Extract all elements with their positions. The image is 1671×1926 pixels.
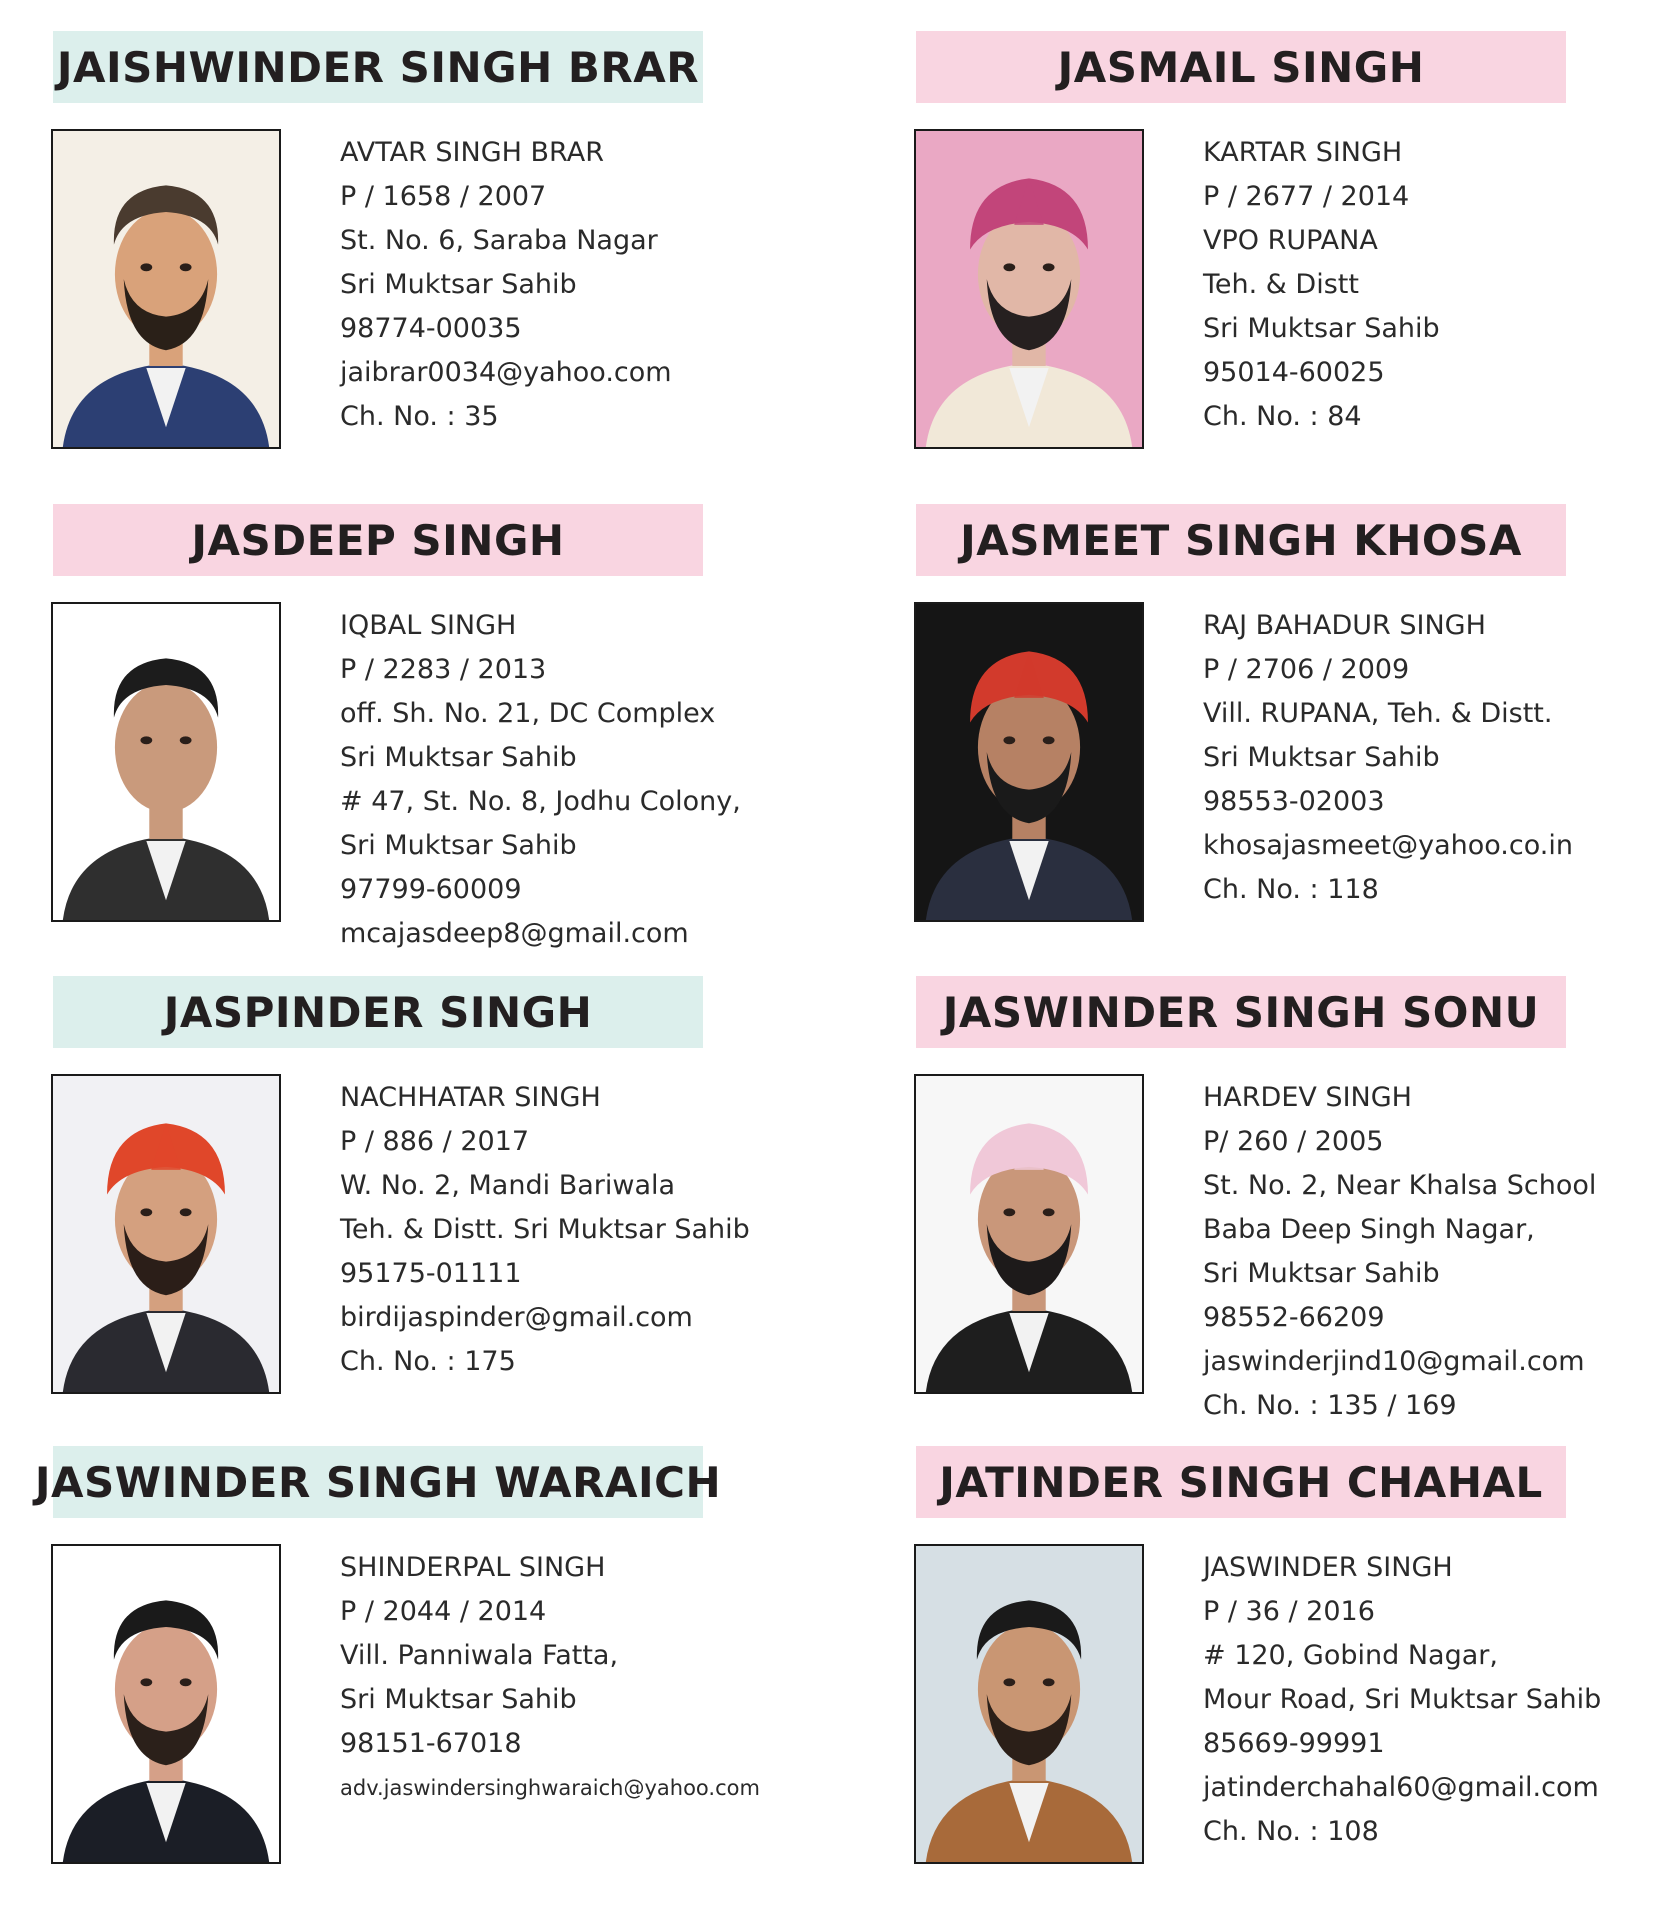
address-line: W. No. 2, Mandi Bariwala [340, 1170, 676, 1201]
phone-number: 98553-02003 [1203, 786, 1385, 817]
address-line: Sri Muktsar Sahib [340, 1684, 577, 1715]
address-line: Sri Muktsar Sahib [340, 269, 577, 300]
member-name: JASDEEP SINGH [53, 504, 703, 576]
address-line: # 47, St. No. 8, Jodhu Colony, [340, 786, 741, 817]
enrolment-number: P / 2044 / 2014 [340, 1596, 547, 1627]
member-card [53, 31, 863, 511]
email-address: birdijaspinder@gmail.com [340, 1302, 693, 1333]
address-line: VPO RUPANA [1203, 225, 1378, 256]
member-photo [51, 1544, 281, 1864]
phone-number: 98774-00035 [340, 313, 522, 344]
chamber-number: Ch. No. : 175 [340, 1346, 516, 1377]
email-address: khosajasmeet@yahoo.co.in [1203, 830, 1573, 861]
member-name: JAISHWINDER SINGH BRAR [53, 31, 703, 103]
father-name: KARTAR SINGH [1203, 137, 1403, 168]
member-card [916, 504, 1671, 984]
member-photo [914, 1544, 1144, 1864]
address-line: Sri Muktsar Sahib [1203, 1258, 1440, 1289]
enrolment-number: P / 886 / 2017 [340, 1126, 530, 1157]
member-card [916, 1446, 1671, 1926]
address-line: Vill. Panniwala Fatta, [340, 1640, 619, 1671]
father-name: SHINDERPAL SINGH [340, 1552, 606, 1583]
address-line: Baba Deep Singh Nagar, [1203, 1214, 1535, 1245]
member-card [53, 504, 863, 984]
enrolment-number: P / 2706 / 2009 [1203, 654, 1410, 685]
address-line: Vill. RUPANA, Teh. & Distt. [1203, 698, 1553, 729]
chamber-number: Ch. No. : 118 [1203, 874, 1379, 905]
member-details [1203, 1076, 1671, 1428]
member-details [1203, 604, 1671, 912]
address-line: Sri Muktsar Sahib [1203, 313, 1440, 344]
email-address: jaibrar0034@yahoo.com [340, 357, 672, 388]
father-name: IQBAL SINGH [340, 610, 517, 641]
father-name: HARDEV SINGH [1203, 1082, 1412, 1113]
member-photo [914, 129, 1144, 449]
address-line: Mour Road, Sri Muktsar Sahib [1203, 1684, 1602, 1715]
enrolment-number: P / 2677 / 2014 [1203, 181, 1410, 212]
email-address: jatinderchahal60@gmail.com [1203, 1772, 1599, 1803]
member-details [340, 131, 860, 439]
email-address: mcajasdeep8@gmail.com [340, 918, 689, 949]
phone-number: 85669-99991 [1203, 1728, 1385, 1759]
member-name: JASPINDER SINGH [53, 976, 703, 1048]
member-photo [51, 602, 281, 922]
email-address: jaswinderjind10@gmail.com [1203, 1346, 1585, 1377]
address-line: # 120, Gobind Nagar, [1203, 1640, 1498, 1671]
member-card [916, 31, 1671, 511]
member-photo [51, 1074, 281, 1394]
chamber-number: Ch. No. : 135 / 169 [1203, 1390, 1457, 1421]
phone-number: 98552-66209 [1203, 1302, 1385, 1333]
member-name: JATINDER SINGH CHAHAL [916, 1446, 1566, 1518]
address-line: off. Sh. No. 21, DC Complex [340, 698, 716, 729]
chamber-number: Ch. No. : 84 [1203, 401, 1362, 432]
member-details [340, 604, 860, 956]
address-line: Sri Muktsar Sahib [340, 830, 577, 861]
member-name: JASWINDER SINGH SONU [916, 976, 1566, 1048]
enrolment-number: P / 1658 / 2007 [340, 181, 547, 212]
enrolment-number: P / 36 / 2016 [1203, 1596, 1375, 1627]
member-photo [51, 129, 281, 449]
member-details [340, 1076, 860, 1384]
address-line: St. No. 2, Near Khalsa School [1203, 1170, 1597, 1201]
member-card [34, 1446, 863, 1926]
phone-number: 97799-60009 [340, 874, 522, 905]
chamber-number: Ch. No. : 108 [1203, 1816, 1379, 1847]
father-name: NACHHATAR SINGH [340, 1082, 601, 1113]
address-line: Teh. & Distt [1203, 269, 1359, 300]
father-name: JASWINDER SINGH [1203, 1552, 1453, 1583]
email-address: adv.jaswindersinghwaraich@yahoo.com [340, 1776, 760, 1800]
father-name: RAJ BAHADUR SINGH [1203, 610, 1486, 641]
member-name: JASMEET SINGH KHOSA [916, 504, 1566, 576]
address-line: St. No. 6, Saraba Nagar [340, 225, 658, 256]
phone-number: 98151-67018 [340, 1728, 522, 1759]
member-photo [914, 1074, 1144, 1394]
member-details [340, 1546, 860, 1810]
enrolment-number: P / 2283 / 2013 [340, 654, 547, 685]
member-card [916, 976, 1671, 1456]
enrolment-number: P/ 260 / 2005 [1203, 1126, 1384, 1157]
member-details [1203, 131, 1671, 439]
member-details [1203, 1546, 1671, 1854]
address-line: Sri Muktsar Sahib [340, 742, 577, 773]
chamber-number: Ch. No. : 35 [340, 401, 499, 432]
address-line: Teh. & Distt. Sri Muktsar Sahib [340, 1214, 750, 1245]
phone-number: 95175-01111 [340, 1258, 522, 1289]
father-name: AVTAR SINGH BRAR [340, 137, 604, 168]
address-line: Sri Muktsar Sahib [1203, 742, 1440, 773]
member-name: JASWINDER SINGH WARAICH [53, 1446, 703, 1518]
member-photo [914, 602, 1144, 922]
phone-number: 95014-60025 [1203, 357, 1385, 388]
member-name: JASMAIL SINGH [916, 31, 1566, 103]
member-card [53, 976, 863, 1456]
